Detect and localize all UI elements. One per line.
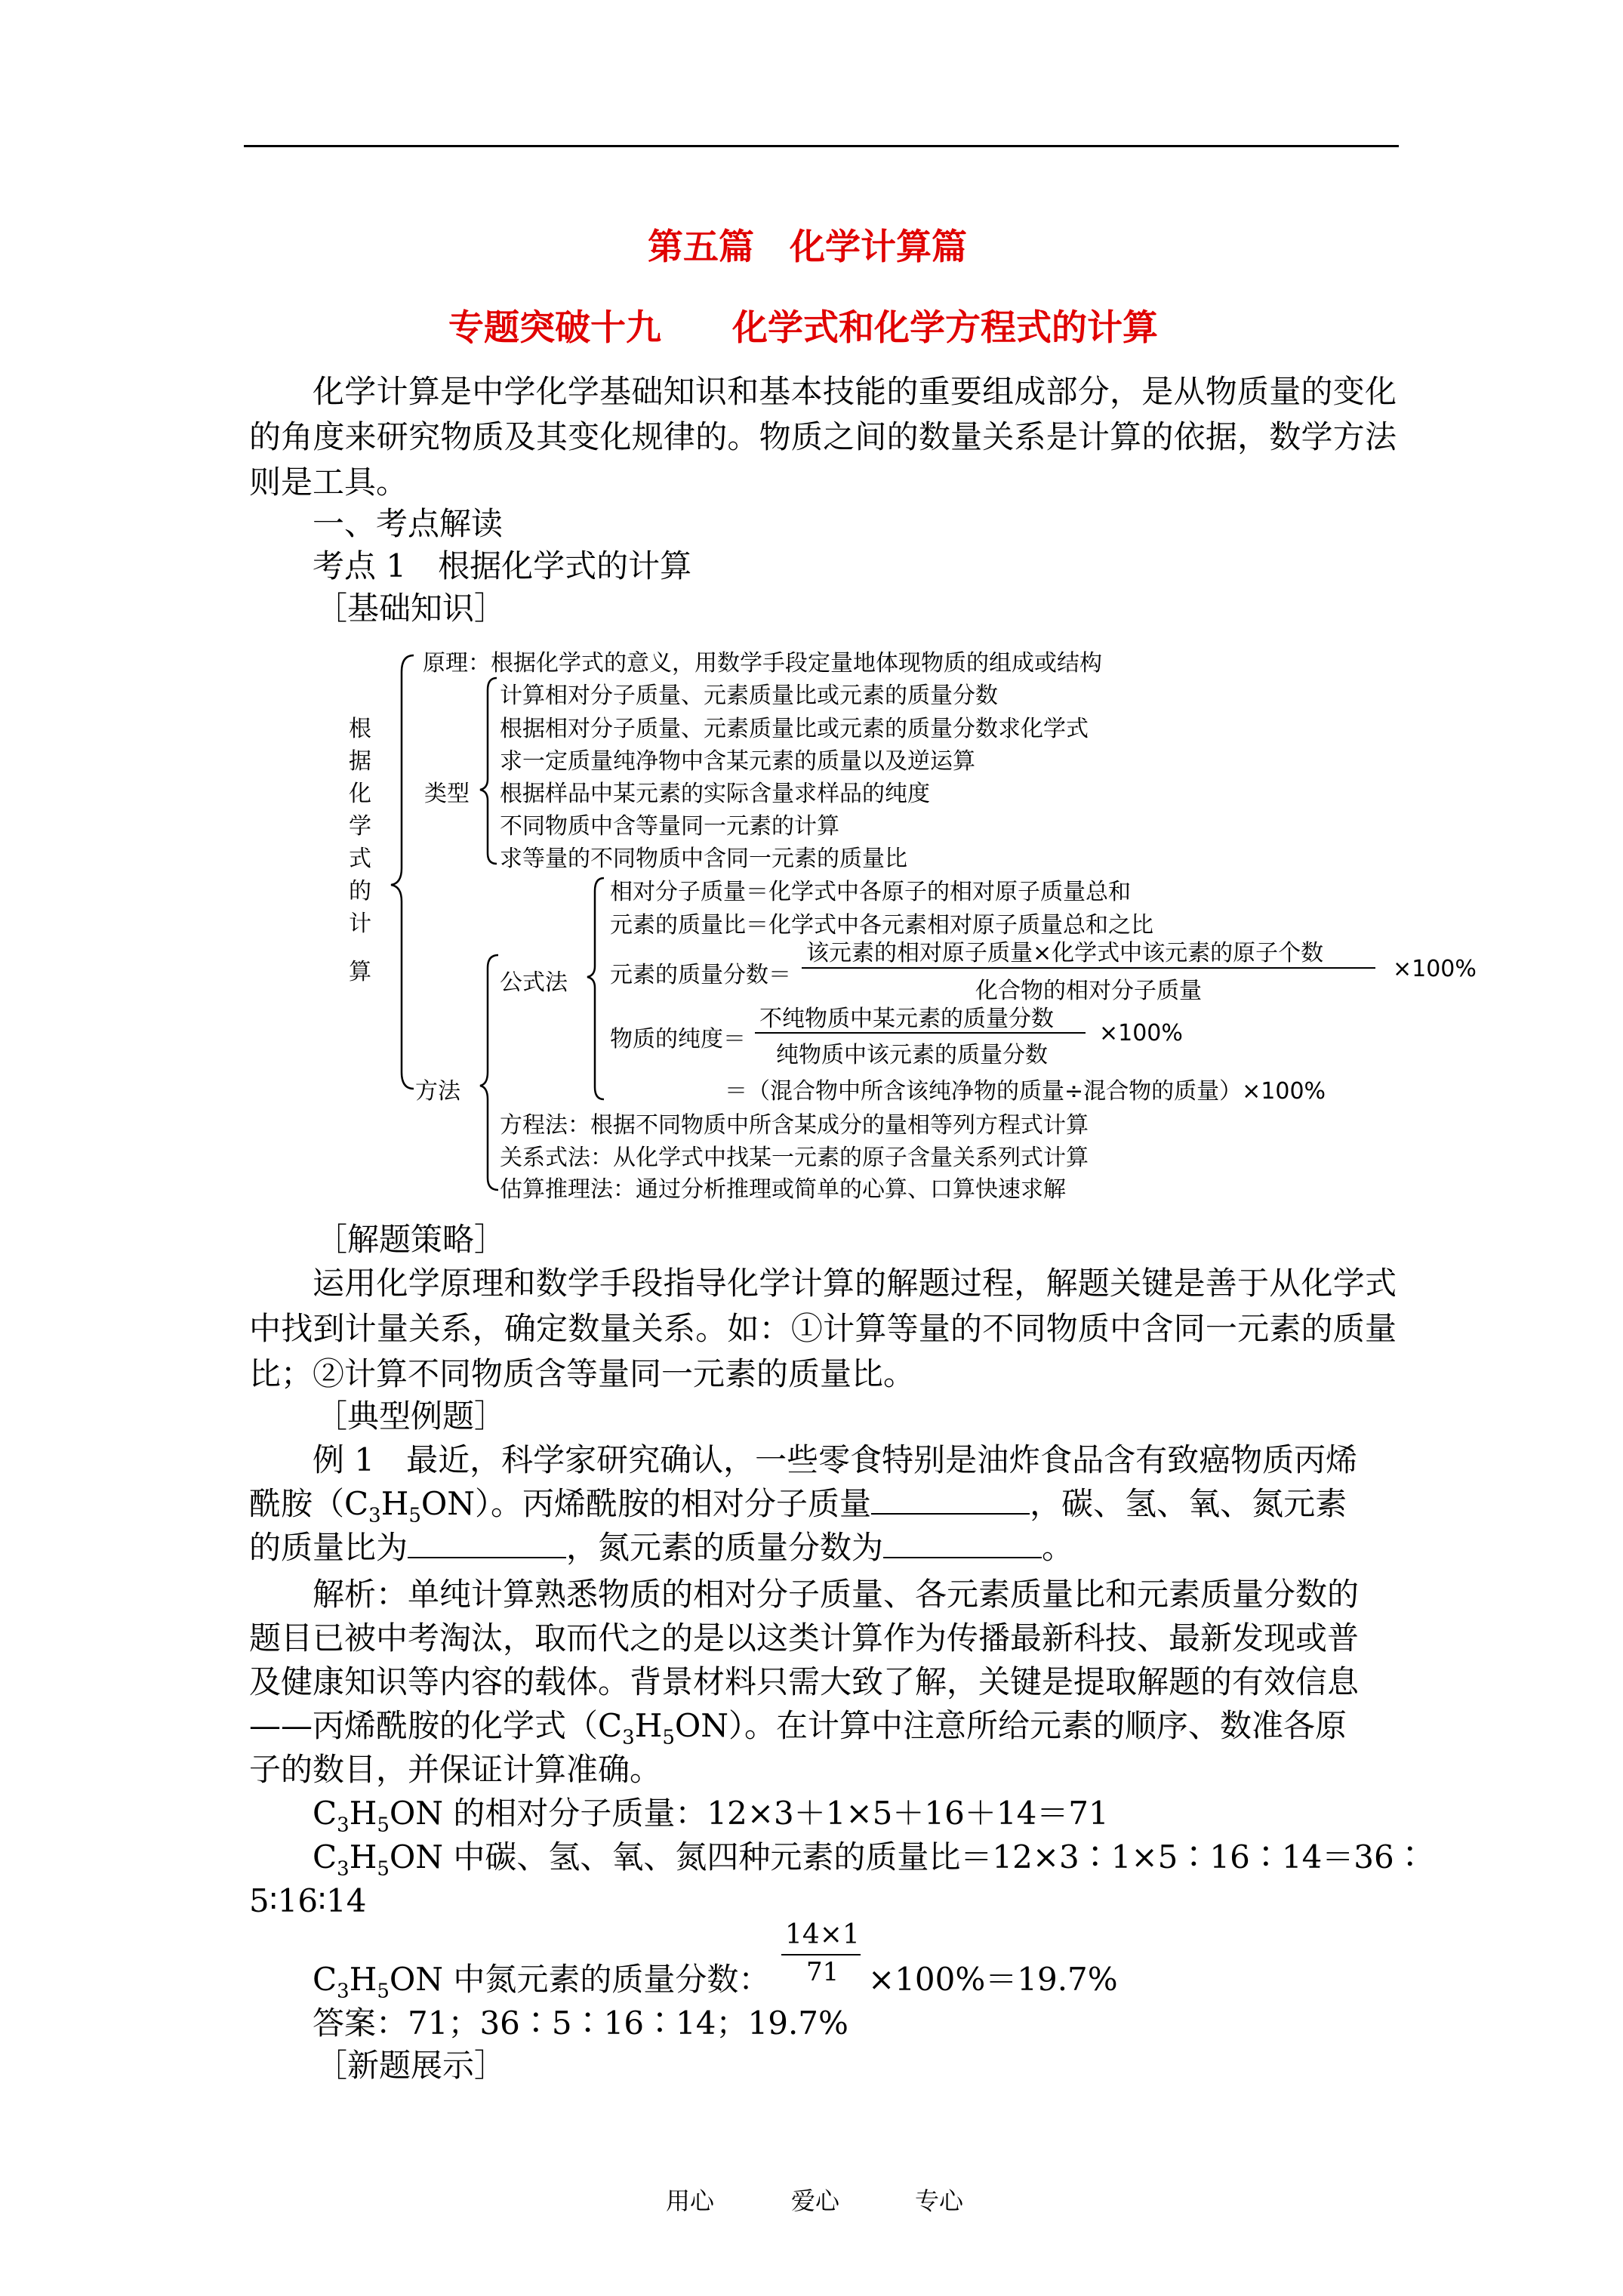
new-questions-heading: ［新题展示］ <box>316 2047 507 2084</box>
diagram-type-item: 计算相对分子质量、元素质量比或元素的质量分数 <box>500 683 998 709</box>
answer-blank[interactable] <box>883 1530 1042 1558</box>
diagram-type-item: 根据样品中某元素的实际含量求样品的纯度 <box>500 781 930 807</box>
analysis-line: 题目已被中考淘汰，取而代之的是以这类计算作为传播最新科技、最新发现或普 <box>249 1620 1360 1657</box>
formula-h: H <box>349 1795 377 1832</box>
calc-fraction-bar <box>781 1954 861 1955</box>
calc-line2 <box>313 1835 1426 1891</box>
subscript: 3 <box>622 1726 635 1749</box>
footer-item: 专心 <box>915 2187 964 2215</box>
example1-text: 。 <box>1042 1529 1074 1566</box>
example1-text: ON）。丙烯酰胺的相对分子质量 <box>420 1485 872 1522</box>
subscript: 5 <box>377 1857 390 1881</box>
formula-line: 元素的质量比＝化学式中各元素相对原子质量总和之比 <box>610 912 1153 938</box>
formula-on: ON <box>389 1838 444 1875</box>
formula-h: H <box>349 1838 377 1875</box>
subscript: 5 <box>377 1814 390 1837</box>
analysis-line: 及健康知识等内容的载体。背景材料只需大致了解，关键是提取解题的有效信息 <box>249 1663 1360 1700</box>
diagram-formula-label: 公式法 <box>500 969 568 996</box>
footer-item: 用心 <box>666 2187 715 2215</box>
analysis-text: H <box>634 1707 663 1744</box>
formula-line: 相对分子质量＝化学式中各原子的相对原子质量总和 <box>610 879 1131 905</box>
method-item: 估算推理法：通过分析推理或简单的心算、口算快速求解 <box>500 1176 1066 1203</box>
diagram-principle: 原理：根据化学式的意义，用数学手段定量地体现物质的组成或结构 <box>423 650 1102 676</box>
root-char: 根 <box>349 716 371 742</box>
calc-text: 中碳、氢、氧、氮四种元素的质量比＝12×3∶1×5∶16∶14＝36∶ <box>443 1838 1426 1875</box>
analysis-text: ——丙烯酰胺的化学式（C <box>249 1707 623 1744</box>
root-char: 据 <box>349 748 371 775</box>
root-char: 学 <box>349 813 371 840</box>
subscript: 3 <box>368 1504 381 1527</box>
formula-on: ON <box>389 1795 444 1832</box>
analysis-text: ON）。在计算中注意所给元素的顺序、数准各原 <box>674 1707 1347 1744</box>
basic-knowledge-heading: ［基础知识］ <box>316 590 507 627</box>
subscript: 5 <box>408 1504 421 1527</box>
example1-line3 <box>249 1525 1073 1570</box>
calc-line2b: 5∶16∶14 <box>249 1882 367 1919</box>
calc-fraction-denominator: 71 <box>806 1957 839 1987</box>
example1-text: ，碳、氢、氧、氮元素 <box>1030 1485 1347 1522</box>
formula-c: C <box>313 1838 337 1875</box>
subscript: 3 <box>337 1980 350 2003</box>
subscript: 3 <box>337 1857 350 1881</box>
example1-text: 的质量比为 <box>249 1529 408 1566</box>
diagram-method-label: 方法 <box>415 1078 460 1105</box>
topic-title: 专题突破十九 化学式和化学方程式的计算 <box>448 307 1158 349</box>
formula-purity-lhs: 物质的纯度＝ <box>610 1026 746 1052</box>
subscript: 3 <box>337 1814 350 1837</box>
calc-fraction-numerator: 14×1 <box>785 1919 860 1950</box>
formula-purity-tail: ×100% <box>1099 1020 1183 1046</box>
answer-blank[interactable] <box>408 1530 566 1558</box>
calc-text: 的相对分子质量：12×3＋1×5＋16＋14＝71 <box>443 1795 1109 1832</box>
formula-c: C <box>313 1961 337 1998</box>
root-char: 的 <box>349 878 371 905</box>
method-item: 方程法：根据不同物质中所含某成分的量相等列方程式计算 <box>500 1112 1089 1139</box>
answer-line: 答案：71；36∶5∶16∶14；19.7% <box>313 2005 848 2042</box>
root-char: 化 <box>349 781 371 807</box>
formula-purity-alt: ＝（混合物中所含该纯净物的质量÷混合物的质量）×100% <box>725 1078 1326 1105</box>
calc-line3-tail: ×100%＝19.7% <box>868 1961 1118 1998</box>
diagram-type-item: 求一定质量纯净物中含某元素的质量以及逆运算 <box>500 748 975 775</box>
formula-h: H <box>349 1961 377 1998</box>
formula-mass-fraction-lhs: 元素的质量分数＝ <box>610 962 791 988</box>
intro-paragraph: 化学计算是中学化学基础知识和基本技能的重要组成部分，是从物质量的变化的角度来研究物质及其变化规律的。物质之间的数量关系是计算的依据，数学方法则是工具。 <box>249 373 1397 501</box>
example1-line1: 例 1 最近，科学家研究确认，一些零食特别是油炸食品含有致癌物质丙烯 <box>313 1441 1358 1478</box>
calc-text: 中氮元素的质量分数： <box>443 1961 771 1998</box>
section-heading: 一、考点解读 <box>313 505 504 542</box>
formula-purity-numerator: 不纯物质中某元素的质量分数 <box>759 1006 1054 1032</box>
strategy-heading: ［解题策略］ <box>316 1221 507 1258</box>
analysis-line: 解析：单纯计算熟悉物质的相对分子质量、各元素质量比和元素质量分数的 <box>313 1576 1360 1613</box>
formula-purity-denominator: 纯物质中该元素的质量分数 <box>776 1042 1048 1068</box>
kaodian-heading: 考点 1 根据化学式的计算 <box>313 547 692 584</box>
root-char: 算 <box>349 959 371 985</box>
part-title: 第五篇 化学计算篇 <box>648 227 967 268</box>
diagram-type-item: 根据相对分子质量、元素质量比或元素的质量分数求化学式 <box>500 716 1089 742</box>
formula-mass-fraction-bar <box>802 967 1375 969</box>
formula-on: ON <box>389 1961 444 1998</box>
formula-mass-fraction-tail: ×100% <box>1393 956 1477 982</box>
examples-heading: ［典型例题］ <box>316 1398 507 1435</box>
formula-mass-fraction-denominator: 化合物的相对分子质量 <box>975 978 1202 1004</box>
formula-purity-bar <box>755 1032 1086 1034</box>
diagram-type-label: 类型 <box>424 781 470 807</box>
diagram-type-item: 求等量的不同物质中含同一元素的质量比 <box>500 846 907 872</box>
example1-text: ，氮元素的质量分数为 <box>566 1529 884 1566</box>
subscript: 5 <box>377 1980 390 2003</box>
example1-text: H <box>380 1485 409 1522</box>
subscript: 5 <box>662 1726 675 1749</box>
strategy-paragraph: 运用化学原理和数学手段指导化学计算的解题过程，解题关键是善于从化学式中找到计量关系，确定数量关系。如：①计算等量的不同物质中含同一元素的质量比；②计算不同物质含等量同一元素的质量比。 <box>249 1265 1397 1392</box>
formula-mass-fraction-numerator: 该元素的相对原子质量×化学式中该元素的原子个数 <box>806 940 1324 966</box>
root-char: 计 <box>349 911 371 937</box>
answer-blank[interactable] <box>871 1486 1030 1515</box>
diagram-type-item: 不同物质中含等量同一元素的计算 <box>500 813 839 840</box>
formula-c: C <box>313 1795 337 1832</box>
analysis-line: 子的数目，并保证计算准确。 <box>249 1751 662 1788</box>
method-item: 关系式法：从化学式中找某一元素的原子含量关系列式计算 <box>500 1145 1089 1171</box>
root-char: 式 <box>349 846 371 872</box>
footer-item: 爱心 <box>791 2187 840 2215</box>
example1-text: 酰胺（C <box>249 1485 369 1522</box>
